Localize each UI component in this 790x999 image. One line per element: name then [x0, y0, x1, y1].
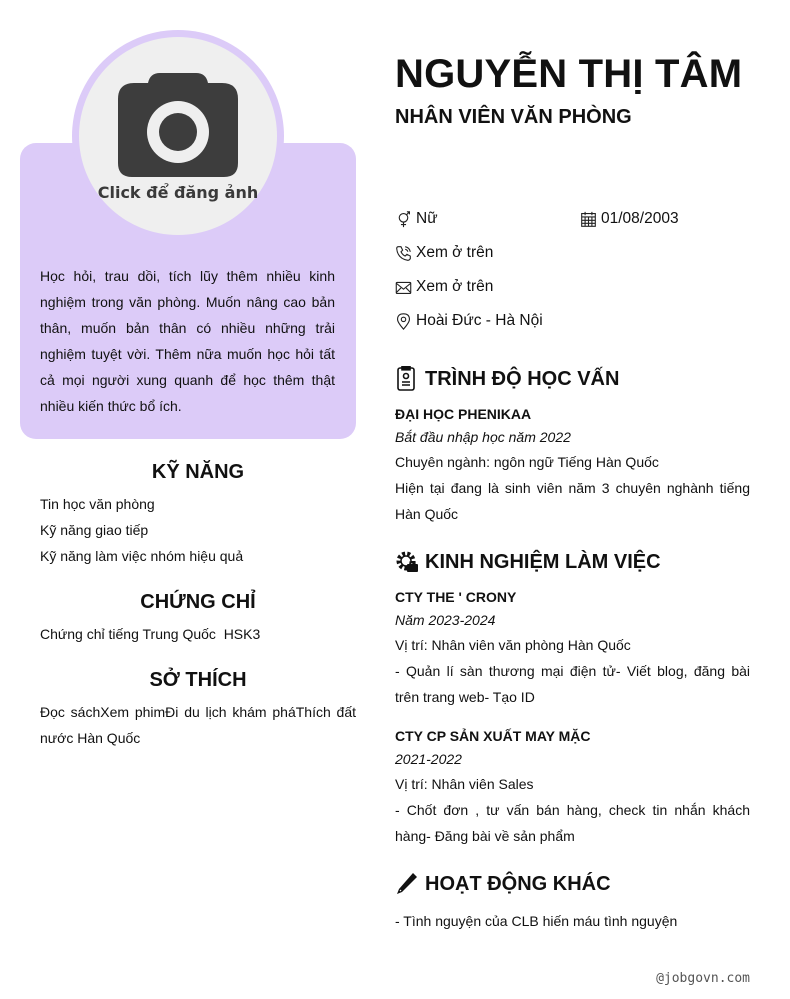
watermark: @jobgovn.com [656, 971, 750, 986]
birthday-value: 01/08/2003 [601, 210, 679, 227]
activities-title: HOẠT ĐỘNG KHÁC [395, 871, 611, 897]
address-row [395, 312, 543, 330]
career-objective: Học hỏi, trau dồi, tích lũy thêm nhiều kinh nghiệm trong văn phòng. Muốn nâng cao bản thân, muốn bản thân có nhiều những trải nghiệm tuyệt vời. Thêm nữa muốn học hỏi tất cả mọi người xung quanh để học thêm thật nhiều kiến thức bổ ích. [40, 268, 335, 414]
skills-list [40, 491, 356, 569]
job-title: NHÂN VIÊN VĂN PHÒNG [395, 106, 632, 128]
job-detail: - Chốt đơn , tư vấn bán hàng, check tin nhắn khách hàng- Đăng bài về sản phẩm [395, 802, 750, 844]
gender-icon [395, 211, 412, 228]
pencil-icon [395, 871, 419, 897]
education-note: Hiện tại đang là sinh viên năm 3 chuyên nghành tiếng Hàn Quốc [395, 480, 750, 522]
job-position: Vị trí: Nhân viên Sales [395, 776, 534, 792]
gender-row [395, 210, 438, 228]
school-name: ĐẠI HỌC PHENIKAA [395, 406, 532, 422]
email-icon [395, 279, 412, 296]
phone-icon [395, 245, 412, 262]
skill-item: Kỹ năng làm việc nhóm hiệu quả [40, 548, 244, 564]
hobbies-title: SỞ THÍCH [149, 669, 247, 691]
skill-item: Kỹ năng giao tiếp [40, 522, 149, 538]
camera-icon[interactable] [118, 73, 238, 177]
address-value: Hoài Đức - Hà Nội [416, 312, 543, 329]
gender-value: Nữ [416, 210, 438, 227]
calendar-icon [580, 211, 597, 228]
job-time: Năm 2023-2024 [395, 612, 496, 628]
experience-title: KINH NGHIỆM LÀM VIỆC [395, 549, 661, 575]
education-certificate-icon [395, 366, 419, 392]
hobbies-text: Đọc sáchXem phimĐi du lịch khám pháThích đất nước Hàn Quốc [40, 704, 356, 746]
certificates-list [40, 621, 356, 647]
certificates-title: CHỨNG CHỈ [140, 591, 256, 613]
education-title: TRÌNH ĐỘ HỌC VẤN [395, 366, 619, 392]
email-row [395, 278, 493, 296]
phone-row [395, 244, 493, 262]
company-name: CTY CP SẢN XUẤT MAY MẶC [395, 728, 591, 744]
location-pin-icon [395, 313, 412, 330]
upload-photo-label[interactable]: Click để đăng ảnh [97, 183, 259, 202]
company-name: CTY THE ' CRONY [395, 589, 517, 605]
gear-briefcase-icon [395, 549, 419, 575]
education-major: Chuyên ngành: ngôn ngữ Tiếng Hàn Quốc [395, 454, 659, 470]
job-detail: - Quản lí sàn thương mại điện tử- Viết blog, đăng bài trên trang web- Tạo ID [395, 663, 750, 705]
skills-title: KỸ NĂNG [151, 461, 245, 483]
email-value: Xem ở trên [416, 278, 494, 295]
candidate-name: NGUYỄN THỊ TÂM [395, 52, 743, 96]
job-time: 2021-2022 [395, 751, 462, 767]
education-time: Bắt đầu nhập học năm 2022 [395, 429, 571, 445]
certificate-item: Chứng chỉ tiếng Trung Quốc HSK3 [40, 626, 261, 642]
activity-item: - Tình nguyện của CLB hiến máu tình nguyện [395, 913, 678, 929]
job-position: Vị trí: Nhân viên văn phòng Hàn Quốc [395, 637, 631, 653]
birthday-row [580, 210, 679, 228]
skill-item: Tin học văn phòng [40, 496, 155, 512]
phone-value: Xem ở trên [416, 244, 494, 261]
